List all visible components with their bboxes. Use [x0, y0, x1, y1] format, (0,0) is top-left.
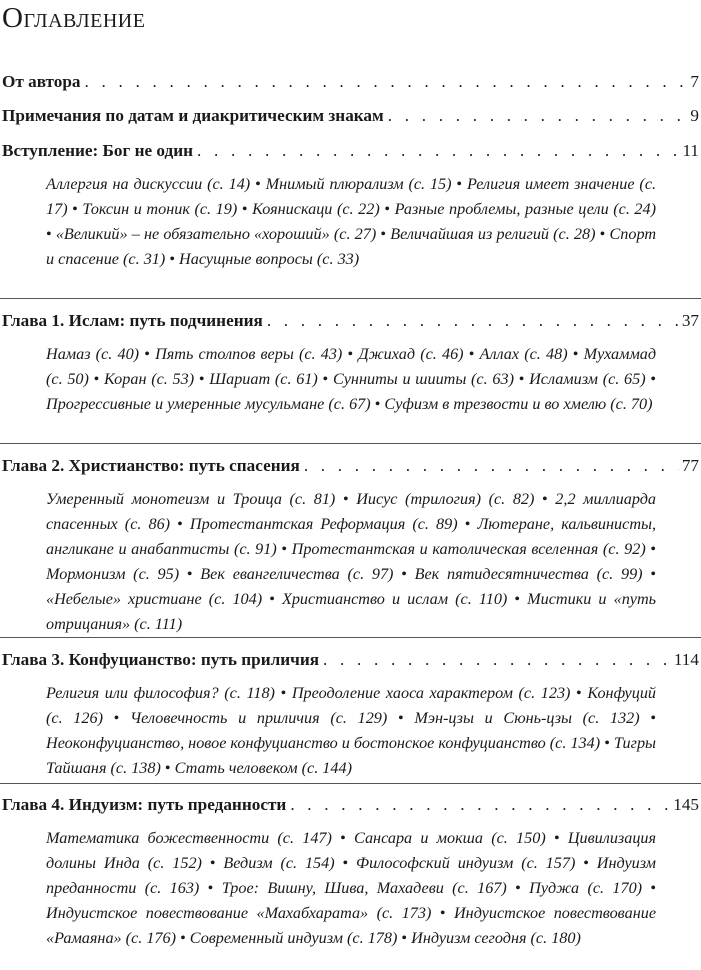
toc-entry-title: Примечания по датам и диакритическим знакам	[2, 106, 384, 125]
toc-entry-intro[interactable]	[2, 139, 699, 272]
toc-subsection-item[interactable]: Суфизм в трезвости и во хмелю (с. 70)	[384, 395, 653, 413]
bullet-separator: •	[576, 684, 582, 702]
toc-subsection-item[interactable]: «Великий» – не обязательно «хороший» (с. 27)	[55, 225, 377, 243]
toc-subsection-item[interactable]: Человечность и приличия (с. 129)	[130, 709, 388, 727]
bullet-separator: •	[342, 490, 349, 508]
toc-entry-title: Глава 1. Ислам: путь подчинения	[2, 311, 263, 330]
bullet-separator: •	[281, 540, 288, 558]
toc-subsection-item[interactable]: Христианство и ислам (с. 110)	[281, 590, 508, 608]
toc-entry-chapter-4[interactable]	[2, 793, 699, 951]
toc-subsection-item[interactable]: Прогрессивные и умеренные мусульмане (с. 67)	[46, 395, 371, 413]
toc-subsection-item[interactable]: Мистики и «путь отрицания» (с. 111)	[46, 590, 657, 633]
toc-subsection-item[interactable]: Сансара и мокша (с. 150)	[354, 829, 546, 847]
section-divider	[0, 637, 701, 638]
toc-entry-title: Вступление: Бог не один	[2, 141, 194, 160]
bullet-separator: •	[468, 345, 475, 363]
bullet-separator: •	[514, 590, 521, 608]
bullet-separator: •	[572, 345, 579, 363]
bullet-separator: •	[650, 540, 656, 558]
toc-subsection-item[interactable]: Конфуций (с. 126)	[46, 684, 657, 727]
toc-entry-page: 9	[690, 106, 699, 125]
toc-subsection-item[interactable]: Преодоление хаоса характером (с. 123)	[291, 684, 571, 702]
section-divider	[0, 783, 701, 784]
section-divider	[0, 443, 701, 444]
bullet-separator: •	[401, 565, 407, 583]
leader-dots	[267, 309, 679, 333]
bullet-separator: •	[650, 370, 656, 388]
bullet-separator: •	[198, 370, 205, 388]
toc-subsection-item[interactable]: Протестантская Реформация (с. 89)	[189, 515, 458, 533]
toc-entry-chapter-3[interactable]	[2, 648, 699, 781]
toc-entry-title: Глава 3. Конфуцианство: путь приличия	[2, 650, 320, 669]
toc-entry-page: 11	[682, 141, 699, 160]
leader-dots	[388, 104, 688, 128]
bullet-separator: •	[515, 879, 521, 897]
bullet-separator: •	[113, 709, 120, 727]
leader-dots	[197, 139, 679, 163]
toc-subsection-item[interactable]: Индуистское повествование «Махабхарата» (с. 173)	[46, 904, 432, 922]
toc-entry-notes[interactable]	[2, 104, 699, 128]
toc-subsection-item[interactable]: Насущные вопросы (с. 33)	[179, 250, 360, 268]
bullet-separator: •	[604, 734, 610, 752]
toc-subsection-item[interactable]: Иисус (трилогия) (с. 82)	[356, 490, 535, 508]
toc-entry-page: 7	[690, 72, 699, 91]
toc-subsection-item[interactable]: Спорт и спасение (с. 31)	[46, 225, 657, 268]
toc-subsection-item[interactable]: Токсин и тоник (с. 19)	[82, 200, 238, 218]
toc-subsection-item[interactable]: Намаз (с. 40)	[46, 345, 140, 363]
bullet-separator: •	[180, 929, 186, 947]
toc-subsection-item[interactable]: Индуизм преданности (с. 163)	[46, 854, 656, 897]
toc-subsection-item[interactable]: Разные проблемы, разные цели (с. 24)	[394, 200, 657, 218]
leader-dots	[323, 648, 671, 672]
bullet-separator: •	[269, 590, 275, 608]
bullet-separator: •	[401, 929, 408, 947]
toc-subsection-item[interactable]: Ведизм (с. 154)	[223, 854, 335, 872]
toc-entry-page: 77	[681, 456, 699, 475]
bullet-separator: •	[542, 490, 548, 508]
bullet-separator: •	[144, 345, 150, 363]
toc-subsection-item[interactable]: «Небелые» христиане (с. 104)	[46, 590, 263, 608]
toc-subsection-item[interactable]: Современный индуизм (с. 178)	[189, 929, 398, 947]
toc-subsection-item[interactable]: Стать человеком (с. 144)	[174, 759, 352, 777]
bullet-separator: •	[397, 709, 404, 727]
toc-subsection-item[interactable]: Религия имеет значение (с. 17)	[46, 175, 657, 218]
bullet-separator: •	[439, 904, 446, 922]
bullet-separator: •	[72, 200, 78, 218]
leader-dots	[304, 454, 679, 478]
bullet-separator: •	[209, 854, 216, 872]
toc-entry-page: 114	[673, 650, 699, 669]
bullet-separator: •	[93, 370, 100, 388]
toc-subsection-item[interactable]: Коянискаци (с. 22)	[252, 200, 380, 218]
bullet-separator: •	[456, 175, 463, 193]
toc-subsection-item[interactable]: Шариат (с. 61)	[209, 370, 318, 388]
leader-dots	[85, 70, 688, 94]
bullet-separator: •	[384, 200, 390, 218]
bullet-separator: •	[340, 829, 346, 847]
toc-subsection-item[interactable]: Мормонизм (с. 95)	[46, 565, 180, 583]
section-divider	[0, 298, 701, 299]
toc-subsections	[46, 172, 656, 272]
toc-subsection-item[interactable]: Религия или философия? (с. 118)	[46, 684, 275, 702]
toc-entry-author[interactable]	[2, 70, 699, 94]
bullet-separator: •	[374, 395, 381, 413]
toc-subsection-item[interactable]: Коран (с. 53)	[104, 370, 195, 388]
toc-subsection-item[interactable]: Сунниты и шииты (с. 63)	[332, 370, 514, 388]
bullet-separator: •	[599, 225, 606, 243]
toc-subsection-item[interactable]: Величайшая из религий (с. 28)	[390, 225, 596, 243]
toc-subsection-item[interactable]: Аллергия на дискуссии (с. 14)	[46, 175, 251, 193]
toc-subsection-item[interactable]: Тигры Тайшаня (с. 138)	[46, 734, 657, 777]
toc-subsection-item[interactable]: Лютеране, кальвинисты, англикане и анабаптисты (с. 91)	[46, 515, 657, 558]
toc-subsection-item[interactable]: Мэн-цзы и Сюнь-цзы (с. 132)	[414, 709, 640, 727]
bullet-separator: •	[241, 200, 248, 218]
bullet-separator: •	[207, 879, 214, 897]
toc-subsection-item[interactable]: Исламизм (с. 65)	[529, 370, 646, 388]
toc-subsections	[46, 487, 656, 637]
toc-subsections	[46, 681, 656, 781]
bullet-separator: •	[177, 515, 183, 533]
toc-subsection-item[interactable]: Мухаммад (с. 50)	[46, 345, 657, 388]
toc-subsection-item[interactable]: Протестантская и католическая вселенная (с. 92)	[291, 540, 646, 558]
toc-subsection-item[interactable]: Джихад (с. 46)	[358, 345, 464, 363]
toc-subsection-item[interactable]: Цивилизация долины Инда (с. 152)	[46, 829, 657, 872]
toc-subsection-item[interactable]: Математика божественности (с. 147)	[46, 829, 332, 847]
bullet-separator: •	[650, 879, 657, 897]
bullet-separator: •	[583, 854, 589, 872]
bullet-separator: •	[186, 565, 193, 583]
toc-subsections	[46, 826, 656, 951]
toc-entry-chapter-1[interactable]	[2, 309, 699, 417]
bullet-separator: •	[164, 759, 171, 777]
page-title: Оглавление	[2, 2, 146, 34]
toc-subsection-item[interactable]: Век евангеличества (с. 97)	[200, 565, 394, 583]
toc-subsection-item[interactable]: Индуизм сегодня (с. 180)	[411, 929, 581, 947]
toc-subsection-item[interactable]: Пуджа (с. 170)	[529, 879, 643, 897]
toc-entry-title: Глава 2. Христианство: путь спасения	[2, 456, 300, 475]
toc-entry-page: 145	[673, 795, 699, 814]
bullet-separator: •	[650, 565, 656, 583]
toc-subsection-item[interactable]: Философский индуизм (с. 157)	[356, 854, 576, 872]
toc-subsection-item[interactable]: 2,2 миллиарда спасенных (с. 86)	[46, 490, 657, 533]
bullet-separator: •	[322, 370, 329, 388]
toc-subsection-item[interactable]: Трое: Вишну, Шива, Махадеви (с. 167)	[221, 879, 507, 897]
bullet-separator: •	[255, 175, 261, 193]
bullet-separator: •	[342, 854, 349, 872]
bullet-separator: •	[347, 345, 354, 363]
toc-subsection-item[interactable]: Аллах (с. 48)	[479, 345, 568, 363]
bullet-separator: •	[380, 225, 387, 243]
bullet-separator: •	[553, 829, 560, 847]
toc-subsection-item[interactable]: Век пятидесятничества (с. 99)	[414, 565, 643, 583]
toc-subsection-item[interactable]: Пять столпов веры (с. 43)	[155, 345, 343, 363]
toc-entry-page: 37	[681, 311, 699, 330]
leader-dots	[290, 793, 670, 817]
toc-entry-chapter-2[interactable]	[2, 454, 699, 637]
toc-subsection-item[interactable]: Умеренный монотеизм и Троица (с. 81)	[46, 490, 336, 508]
bullet-separator: •	[518, 370, 525, 388]
bullet-separator: •	[46, 225, 52, 243]
bullet-separator: •	[464, 515, 471, 533]
bullet-separator: •	[650, 709, 657, 727]
bullet-separator: •	[169, 250, 175, 268]
toc-subsections	[46, 342, 656, 417]
toc-entry-title: От автора	[2, 72, 81, 91]
toc-entry-title: Глава 4. Индуизм: путь преданности	[2, 795, 287, 814]
toc-subsection-item[interactable]: Индуистское повествование «Рамаяна» (с. 176)	[46, 904, 657, 947]
bullet-separator: •	[280, 684, 287, 702]
toc-subsection-item[interactable]: Мнимый плюрализм (с. 15)	[265, 175, 452, 193]
toc-subsection-item[interactable]: Неоконфуцианство, новое конфуцианство и бостонское конфуцианство (с. 134)	[46, 734, 601, 752]
